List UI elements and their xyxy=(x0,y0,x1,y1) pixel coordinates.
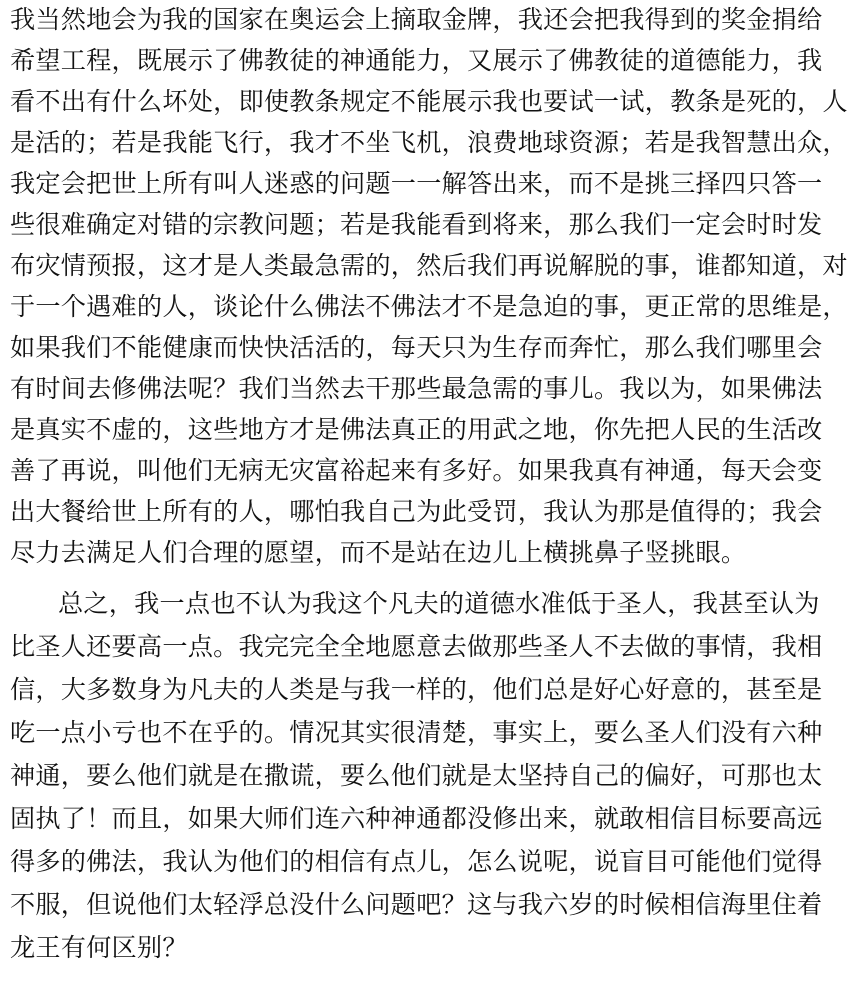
text-line: 如果我们不能健康而快快活活的，每天只为生存而奔忙，那么我们哪里会 xyxy=(10,333,823,362)
text-line: 有时间去修佛法呢？我们当然去干那些最急需的事儿。我以为，如果佛法 xyxy=(10,374,823,403)
text-line: 龙王有何区别？ xyxy=(10,933,188,962)
text-line: 固执了！而且，如果大师们连六种神通都没修出来，就敢相信目标要高远 xyxy=(10,804,823,833)
text-line: 得多的佛法，我认为他们的相信有点儿，怎么说呢，说盲目可能他们觉得 xyxy=(10,847,823,876)
text-line: 不服，但说他们太轻浮总没什么问题吧？这与我六岁的时候相信海里住着 xyxy=(10,890,823,919)
text-line: 神通，要么他们就是在撒谎，要么他们就是太坚持自己的偏好，可那也太 xyxy=(10,761,823,790)
text-line: 我当然地会为我的国家在奥运会上摘取金牌，我还会把我得到的奖金捐给 xyxy=(10,5,823,34)
text-line: 信，大多数身为凡夫的人类是与我一样的，他们总是好心好意的，甚至是 xyxy=(10,675,823,704)
text-line: 我定会把世上所有叫人迷惑的问题一一解答出来，而不是挑三择四只答一 xyxy=(10,169,823,198)
text-line: 比圣人还要高一点。我完完全全地愿意去做那些圣人不去做的事情，我相 xyxy=(10,632,823,661)
text-line: 些很难确定对错的宗教问题；若是我能看到将来，那么我们一定会时时发 xyxy=(10,210,823,239)
text-line: 是活的；若是我能飞行，我才不坐飞机，浪费地球资源；若是我智慧出众， xyxy=(10,128,848,157)
text-line: 于一个遇难的人，谈论什么佛法不佛法才不是急迫的事，更正常的思维是， xyxy=(10,292,848,321)
text-line: 善了再说，叫他们无病无灾富裕起来有多好。如果我真有神通，每天会变 xyxy=(10,456,823,485)
text-line: 尽力去满足人们合理的愿望，而不是站在边儿上横挑鼻子竖挑眼。 xyxy=(10,538,747,567)
text-line: 出大餐给世上所有的人，哪怕我自己为此受罚，我认为那是值得的；我会 xyxy=(10,497,823,526)
text-line: 是真实不虚的，这些地方才是佛法真正的用武之地，你先把人民的生活改 xyxy=(10,415,823,444)
text-line: 总之，我一点也不认为我这个凡夫的道德水准低于圣人，我甚至认为 xyxy=(58,589,820,618)
text-line: 布灾情预报，这才是人类最急需的，然后我们再说解脱的事，谁都知道，对 xyxy=(10,251,848,280)
text-line: 看不出有什么坏处，即使教条规定不能展示我也要试一试，教条是死的，人 xyxy=(10,87,848,116)
text-line: 希望工程，既展示了佛教徒的神通能力，又展示了佛教徒的道德能力，我 xyxy=(10,46,823,75)
text-line: 吃一点小亏也不在乎的。情况其实很清楚，事实上，要么圣人们没有六种 xyxy=(10,718,823,747)
